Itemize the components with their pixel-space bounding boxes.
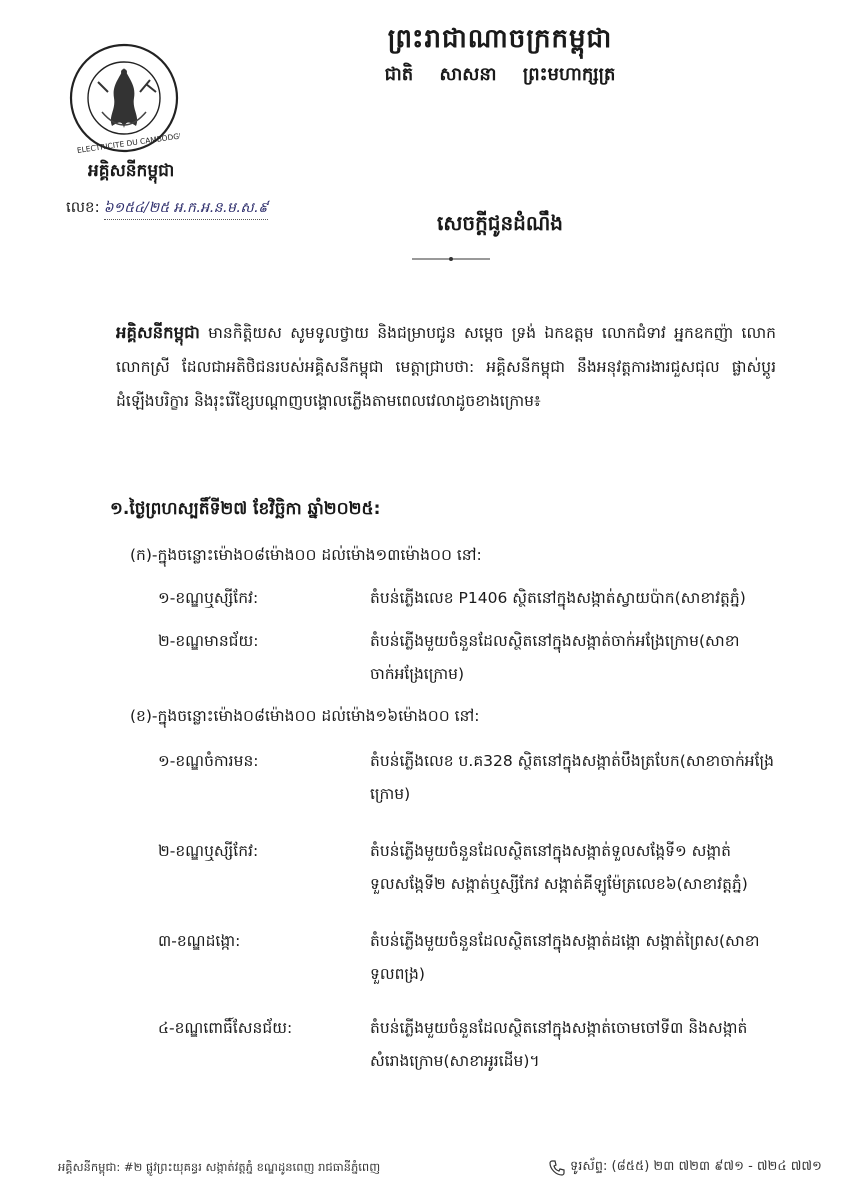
organization-seal (68, 42, 180, 154)
issuer-name: អគ្គិសនីកម្ពុជា (88, 161, 175, 181)
list-item (158, 925, 849, 995)
footer-address: អគ្គិសនីកម្ពុជា: #២ ផ្លូវព្រះយុគន្ធរ សង្កាត់វត្តភ្នំ ខណ្ឌដូនពេញ រាជធានីភ្នំពេញ (58, 1160, 381, 1174)
list-item (158, 835, 849, 905)
reference-label: លេខ: (66, 198, 100, 216)
zone-name: ២-ខណ្ឌមានជ័យ: (158, 632, 259, 650)
title-divider (412, 256, 490, 262)
zone-description: តំបន់ភ្លើងមួយចំនួនដែលស្ថិតនៅក្នុងសង្កាត់ដង្កោ សង្កាត់ព្រៃស(សាខា (370, 932, 760, 950)
zone-name: ២-ខណ្ឌឬស្សីកែវ: (158, 842, 259, 860)
national-motto (330, 62, 670, 89)
zone-name: ៤-ខណ្ឌពោធិ៍សែនជ័យ: (158, 1019, 293, 1037)
zone-description-cont: ទួលសង្កែទី២ សង្កាត់ឬស្សីកែវ សង្កាត់គីឡូម៉ែត្រលេខ៦(សាខាវត្តភ្នំ) (370, 875, 748, 893)
reference-number (66, 198, 268, 220)
zone-description-cont: សំរោងក្រោម(សាខាអូរដើម)។ (370, 1052, 540, 1070)
seal-icon (68, 42, 180, 154)
motto-religion: សាសនា (439, 64, 497, 85)
zone-description: តំបន់ភ្លើងមួយចំនួនដែលស្ថិតនៅក្នុងសង្កាត់ចោមចៅទី៣ និងសង្កាត់ (370, 1019, 748, 1037)
motto-king: ព្រះមហាក្សត្រ (522, 64, 616, 85)
list-item (158, 745, 849, 815)
section-heading-b: (ខ)-ក្នុងចន្លោះម៉ោង០៨ម៉ោង០០ ដល់ម៉ោង១៦ម៉ោង០០ នៅ: (130, 707, 480, 725)
intro-paragraph (116, 316, 776, 418)
intro-org-name: អគ្គិសនីកម្ពុជា (116, 323, 200, 342)
zone-description: តំបន់ភ្លើងមួយចំនួនដែលស្ថិតនៅក្នុងសង្កាត់ចាក់អង្រែក្រោម(សាខា (370, 632, 740, 650)
date-heading: ១.ថ្ងៃព្រហស្បតិ៍ទី២៧ ខែវិច្ឆិកា ឆ្នាំ២០២៥: (110, 499, 381, 519)
section-heading-a: (ក)-ក្នុងចន្លោះម៉ោង០៨ម៉ោង០០ ដល់ម៉ោង១៣ម៉ោង០០ នៅ: (130, 546, 482, 564)
footer-phone (548, 1158, 822, 1177)
zone-description-cont: ចាក់អង្រែក្រោម) (370, 665, 464, 683)
svg-text:ELECTRICITE DU CAMBODGE: ELECTRICITE DU CAMBODGE (76, 131, 180, 154)
list-item (158, 625, 849, 695)
phone-icon (548, 1159, 566, 1177)
zone-description: តំបន់ភ្លើងលេខ ប.គ328 ស្ថិតនៅក្នុងសង្កាត់បឹងត្របែក(សាខាចាក់អង្រែ (370, 752, 775, 770)
zone-name: ១-ខណ្ឌចំការមន: (158, 752, 259, 770)
document-title: សេចក្ដីជូនដំណឹង (437, 211, 563, 235)
list-item (158, 1012, 849, 1082)
zone-description: តំបន់ភ្លើងលេខ P1406 ស្ថិតនៅក្នុងសង្កាត់ស្វាយប៉ាក(សាខាវត្តភ្នំ) (370, 589, 746, 607)
zone-description-cont: ទួលពង្រ) (370, 965, 425, 983)
kingdom-heading: ព្រះរាជាណាចក្រកម្ពុជា (387, 24, 613, 54)
list-item (158, 582, 849, 622)
zone-name: ១-ខណ្ឌឬស្សីកែវ: (158, 589, 259, 607)
zone-description: តំបន់ភ្លើងមួយចំនួនដែលស្ថិតនៅក្នុងសង្កាត់ទួលសង្កែទី១ សង្កាត់ (370, 842, 732, 860)
zone-description-cont: ក្រោម) (370, 785, 411, 803)
intro-text: មានកិត្តិយស សូមទូលថ្វាយ និងជម្រាបជូន សម្ដេច ទ្រង់ ឯកឧត្តម លោកជំទាវ អ្នកឧកញ៉ា លោក លោកស្រី ដែលជាអតិថិជនរបស់អគ្គិសនីកម្ពុជា មេត្តាជ្រាបថា: អគ្គិសនីកម្ពុជា នឹងអនុវត្តការងារជួសជុល ផ្លាស់ប្ដូរដំឡើងបរិក្ខារ និងរុះរើខ្សែបណ្ដាញបង្គោលភ្លើងតាមពេលវេលាដូចខាងក្រោម៖ (116, 324, 776, 410)
reference-value: ៦១៥៤/២៥ អ.ក.អ.ន.ម.ស.៩ (104, 198, 268, 220)
zone-name: ៣-ខណ្ឌដង្កោ: (158, 932, 241, 950)
motto-nation: ជាតិ (384, 64, 414, 85)
footer-phone-text: ទូរស័ព្ទ: (៨៥៥) ២៣ ៧២៣ ៩៧១ - ៧២៤ ៧៧១ (570, 1159, 822, 1174)
